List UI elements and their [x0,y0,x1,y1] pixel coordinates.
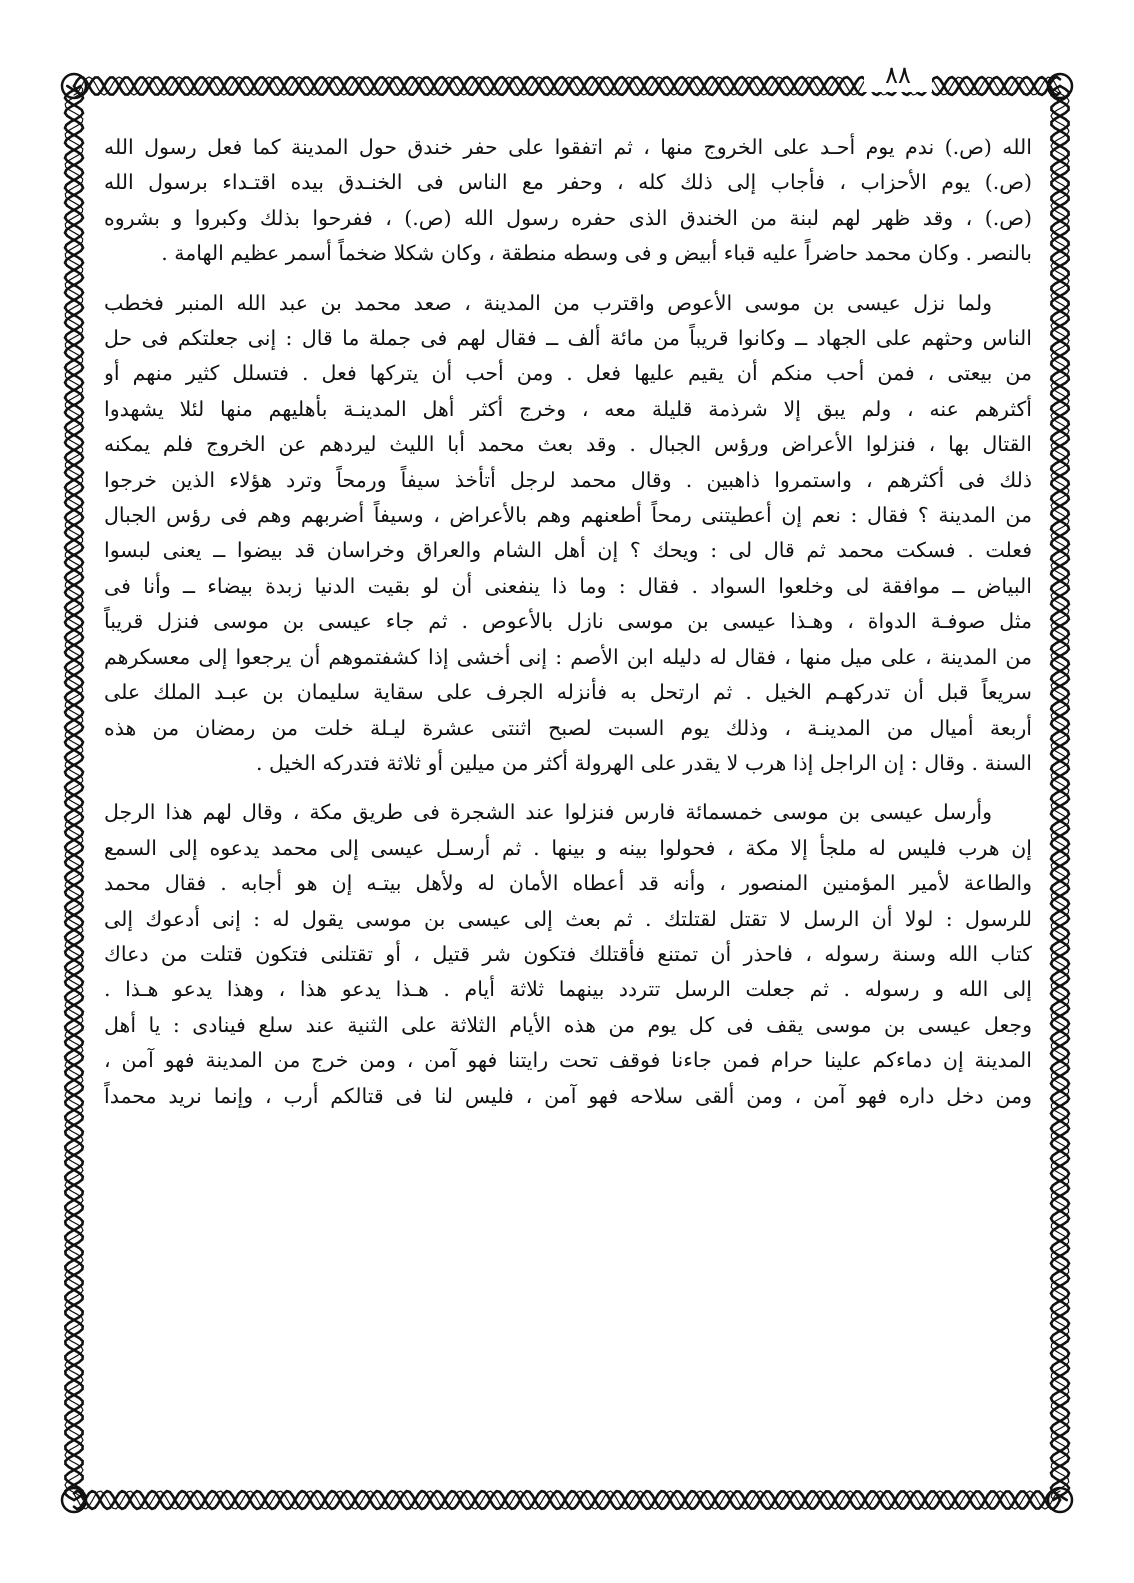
text-line: إلى الله و رسوله . ثم جعلت الرسل تتردد بينهما ثلاثة أيام . هـذا يدعو هذا ، وهذا يدعو هـذا . [104,977,1032,1002]
text-line: وأرسل عيسى بن موسى خمسمائة فارس فنزلوا عند الشجرة فى طريق مكة ، وقال لهم هذا الرجل [104,800,992,825]
body-text [104,130,1032,1500]
text-line: سريعاً قبل أن تدركهـم الخيل . ثم ارتحل به فأنزله الجرف على سقاية سليمان بن عبـد الملك على [104,680,1032,705]
text-line: القتال بها ، فنزلوا الأعراض ورؤس الجبال . وقد بعث محمد أبا الليث ليردهم عن الخروج فلم يمكنه [104,432,1032,457]
text-line: أربعة أميال من المدينـة ، وذلك يوم السبت لصبح اثنتى عشرة ليـلة خلت من رمضان من هذه [104,715,1032,740]
text-line: إن هرب فليس له ملجأ إلا مكة ، فحولوا بينه و بينها . ثم أرسـل عيسى إلى محمد يدعوه إلى السمع [104,835,1032,860]
text-line: فعلت . فسكت محمد ثم قال لى : ويحك ؟ إن أهل الشام والعراق وخراسان قد بيضوا ــ يعنى لبسوا [104,538,1032,563]
text-line: من بيعتى ، فمن أحب منكم أن يقيم عليها فعل . ومن أحب أن يتركها فعل . فتسلل كثير منهم أو [104,361,1032,386]
text-line: من المدينة ، على ميل منها ، فقال له دليله ابن الأصم : إنى أخشى إذا كشفتموهم أن يرجعوا إلى معسكرهم [104,644,1032,669]
text-line: ومن دخل داره فهو آمن ، ومن ألقى سلاحه فهو آمن ، فليس لنا فى قتالكم أرب ، وإنما نريد محمداً [104,1083,1032,1108]
text-line: ولما نزل عيسى بن موسى الأعوص واقترب من المدينة ، صعد محمد بن عبد الله المنبر فخطب [104,290,992,315]
text-line: من المدينة ؟ فقال : نعم إن أعطيتنى رمحاً أطعنهم وهم بالأعراض ، وسيفاً أضربهم وهم فى رؤس الجبال [104,503,1032,528]
text-line: (ص.) يوم الأحزاب ، فأجاب إلى ذلك كله ، وحفر مع الناس فى الخنـدق بيده اقتـداء برسول الله [104,170,1032,195]
text-line: كتاب الله وسنة رسوله ، فاحذر أن تمتنع فأقتلك فتكون شر قتيل ، أو تقتلنى فتكون قتلت من دعاك [104,941,1032,966]
text-line: مثل صوفـة الدواة ، وهـذا عيسى بن موسى نازل بالأعوص . ثم جاء عيسى بن موسى فنزل قريباً [104,609,1032,634]
text-line: الناس وحثهم على الجهاد ــ وكانوا قريباً من مائة ألف ــ فقال لهم فى جملة ما قال : إنى جعلتكم فى حل [104,326,1032,351]
text-line: الله (ص.) ندم يوم أحـد على الخروج منها ، ثم اتفقوا على حفر خندق حول المدينة كما فعل رسول الله [104,135,1032,159]
text-line: والطاعة لأمير المؤمنين المنصور ، وأنه قد أعطاه الأمان له ولأهل بيتـه إن هو أجابه . فقال محمد [104,871,1032,896]
text-line: للرسول : لولا أن الرسل لا تقتل لقتلتك . ثم بعث إلى عيسى بن موسى يقول له : إنى أدعوك إلى [104,906,1032,931]
text-line: ذلك فى أكثرهم ، واستمروا ذاهبين . وقال محمد لرجل أتأخذ سيفاً ورمحاً وترد هؤلاء الذين خرجوا [104,467,1032,492]
page-number: ٨٨ [864,58,932,92]
text-line: (ص.) ، وقد ظهر لهم لبنة من الخندق الذى حفره رسول الله (ص.) ، ففرحوا بذلك وكبروا و بشروه [104,205,1032,230]
text-line: وجعل عيسى بن موسى يقف فى كل يوم من هذه الأيام الثلاثة على الثنية عند سلع فينادى : يا أهل [104,1012,1032,1037]
text-line: بالنصر . وكان محمد حاضراً عليه قباء أبيض و فى وسطه منطقة ، وكان شكلا ضخماً أسمر عظيم الهامة . [161,241,1032,266]
text-line: المدينة إن دماءكم علينا حرام فمن جاءنا فوقف تحت رايتنا فهو آمن ، ومن خرج من المدينة فهو آمن ، [104,1048,1032,1073]
text-line: السنة . وقال : إن الراجل إذا هرب لا يقدر على الهرولة أكثر من ميلين أو ثلاثة فتدركه الخيل . [256,750,1032,775]
text-line: أكثرهم عنه ، ولم يبق إلا شرذمة قليلة معه ، وخرج أكثر أهل المدينـة بأهليهم منها لئلا يشهدوا [104,396,1032,421]
text-line: البياض ــ موافقة لى وخلعوا السواد . فقال : وما ذا ينفعنى أن لو بقيت الدنيا زبدة بيضاء ــ وأنا فى [104,573,1032,598]
